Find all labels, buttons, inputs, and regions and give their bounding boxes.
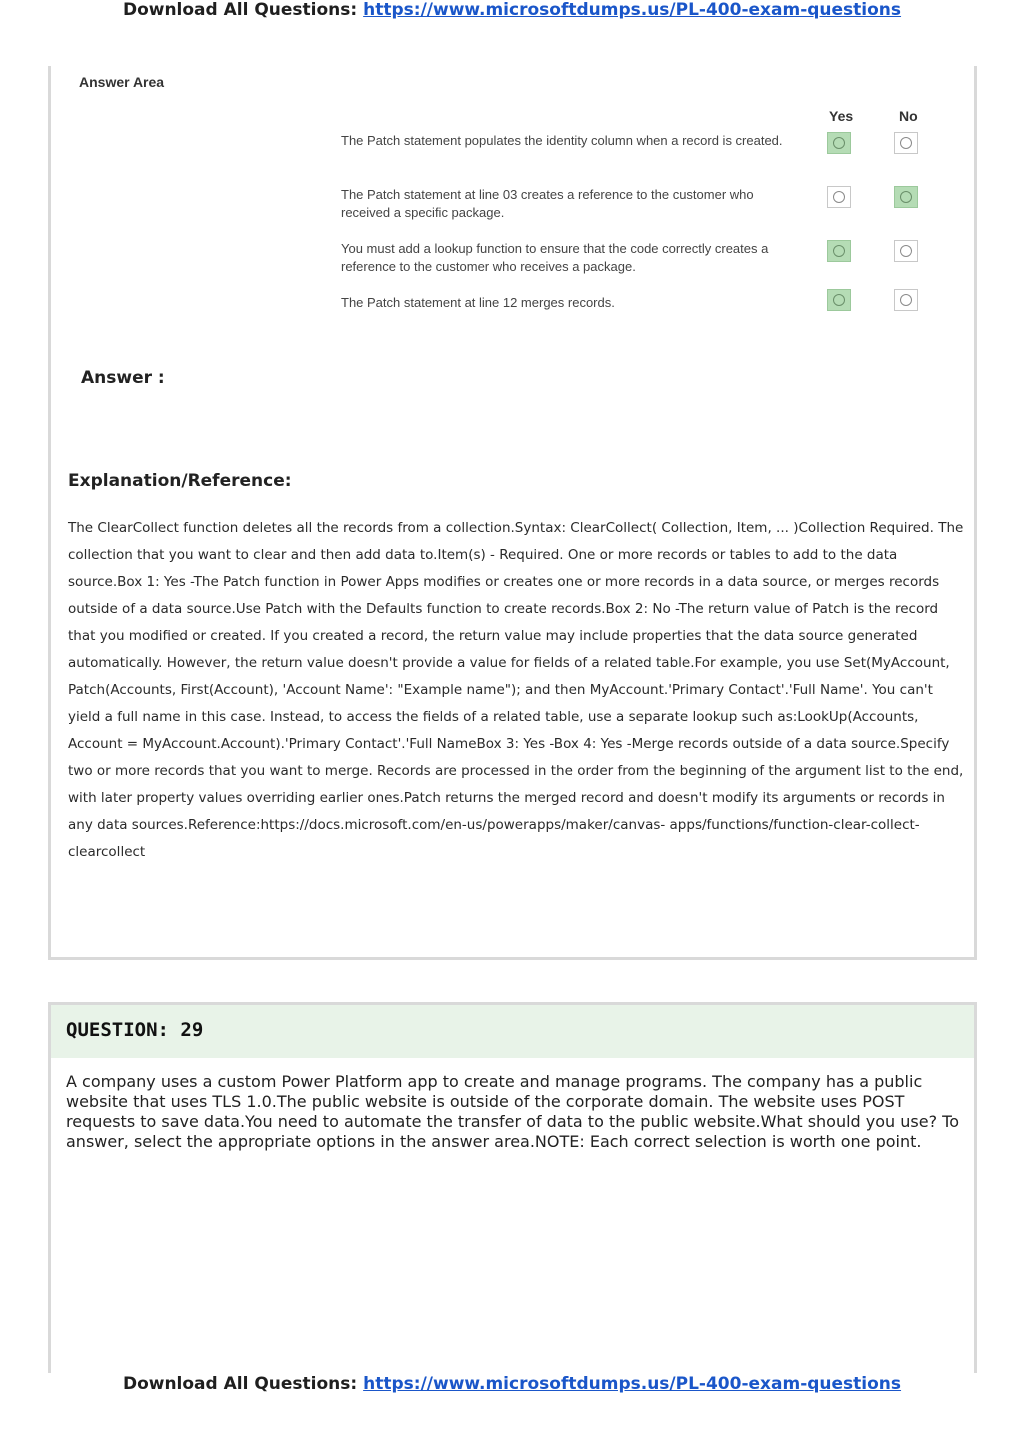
explanation-heading: Explanation/Reference: (68, 471, 292, 491)
radio-circle-icon (833, 294, 845, 306)
question-card (48, 1002, 977, 1373)
radio-circle-icon (900, 245, 912, 257)
radio-circle-icon (833, 245, 845, 257)
radio-circle-icon (900, 137, 912, 149)
header-download-link[interactable]: https://www.microsoftdumps.us/PL-400-exam-questions (363, 0, 902, 20)
answer-label: Answer : (81, 368, 165, 388)
footer-download-label: Download All Questions: (122, 1374, 358, 1394)
statement-1-no-radio[interactable] (894, 132, 918, 154)
statement-2: The Patch statement at line 03 creates a reference to the customer who received a specific package. (341, 187, 754, 220)
radio-circle-icon (900, 294, 912, 306)
statement-3: You must add a lookup function to ensure that the code correctly creates a reference to the customer who receives a package. (341, 241, 769, 274)
statement-2-no-radio[interactable] (894, 186, 918, 208)
radio-circle-icon (900, 191, 912, 203)
statement-4: The Patch statement at line 12 merges records. (341, 295, 615, 310)
statement-4-yes-radio[interactable] (827, 289, 851, 311)
statement-1: The Patch statement populates the identity column when a record is created. (341, 133, 783, 148)
header-download-label: Download All Questions: (122, 0, 358, 20)
answer-area-title: Answer Area (79, 74, 165, 90)
question-header (51, 1005, 974, 1058)
statement-2-yes-radio[interactable] (827, 186, 851, 208)
yes-column-header: Yes (829, 108, 854, 124)
explanation-text: The ClearCollect function deletes all the records from a collection.Syntax: ClearCollect( Collection, Item, ... )Collection Required. The collection that you want to clear and then add data to.Item(s) - Required. One or more records or tables to add to the data source.Box 1: Yes -The Patch function in Power Apps modifies or creates one or more records in a data source, or merges records outside of a data source.Use Patch with the Defaults function to create records.Box 2: No -The return value of Patch is the record that you modified or created. If you created a record, the return value may include properties that the data source generated automatically. However, the return value doesn't provide a value for fields of a related table.For example, you use Set(MyAccount, Patch(Accounts, First(Account), 'Account Name': "Example name"); and then MyAccount.'Primary Contact'.'Full Name'. You can't yield a full name in this case. Instead, to access the fields of a related table, use a separate lookup such as:LookUp(Accounts, Account = MyAccount.Account).'Primary Contact'.'Full NameBox 3: Yes -Box 4: Yes -Merge records outside of a data source.Specify two or more records that you want to merge. Records are processed in the order from the beginning of the argument list to the end, with later property values overriding earlier ones.Patch returns the merged record and doesn't modify its arguments or records in any data sources.Reference:https://docs.microsoft.com/en-us/powerapps/maker/canvas- apps/functions/function-clear-collect-clearcollect (68, 520, 964, 860)
statement-3-no-radio[interactable] (894, 240, 918, 262)
statement-1-yes-radio[interactable] (827, 132, 851, 154)
answer-card (48, 66, 977, 960)
no-column-header: No (899, 108, 918, 124)
question-body: A company uses a custom Power Platform app to create and manage programs. The company has a public website that uses TLS 1.0.The public website is outside of the corporate domain. The website uses POST requests to save data.You need to automate the transfer of data to the public website.What should you use? To answer, select the appropriate options in the answer area.NOTE: Each correct selection is worth one point. (66, 1072, 960, 1151)
footer-download-link[interactable]: https://www.microsoftdumps.us/PL-400-exam-questions (363, 1374, 902, 1394)
header-download-bar (0, 0, 1024, 20)
footer-download-bar (0, 1374, 1024, 1394)
statement-4-no-radio[interactable] (894, 289, 918, 311)
radio-circle-icon (833, 191, 845, 203)
question-title: QUESTION: 29 (66, 1019, 204, 1041)
statement-3-yes-radio[interactable] (827, 240, 851, 262)
radio-circle-icon (833, 137, 845, 149)
